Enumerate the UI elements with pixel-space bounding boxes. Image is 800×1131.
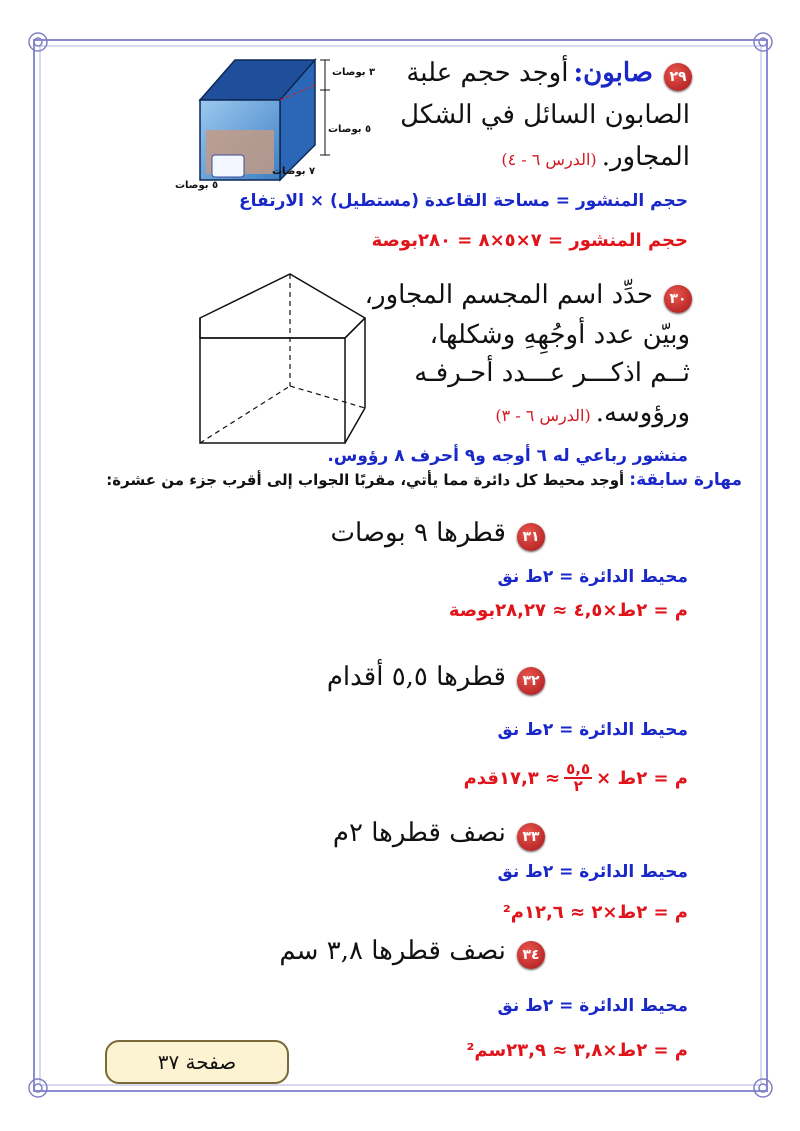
q30-line4 — [495, 398, 690, 428]
skill-line — [106, 470, 742, 490]
q29-lesson-ref: (الدرس ٦ - ٤) — [501, 150, 597, 169]
q34-text: نصف قطرها ٣,٨ سم — [279, 936, 506, 966]
q32-frac-den: ٢ — [573, 777, 583, 795]
q32-frac-num: ٥,٥ — [566, 760, 591, 778]
q30-text1: حدِّد اسم المجسم المجاور، — [364, 280, 653, 310]
q29-label: صابون: — [573, 58, 653, 88]
dim-base-label: ٥ بوصات — [175, 180, 219, 191]
q29-number-badge: ٢٩ — [664, 63, 692, 91]
q32-answer-post: ≈ ١٧,٣قدم — [463, 767, 561, 789]
q34-number-badge: ٣٤ — [517, 941, 545, 969]
skill-text: أوجد محيط كل دائرة مما يأتي، مقربًا الجواب إلى أقرب جزء من عشرة: — [106, 471, 625, 489]
q30-line1 — [365, 280, 692, 313]
q32-answer-pre: م = ٢ط × — [596, 767, 688, 789]
q29-text3: المجاور. — [601, 142, 690, 172]
q32-answer — [464, 762, 688, 794]
q30-answer: منشور رباعي له ٦ أوجه و٩ أحرف ٨ رؤوس. — [327, 446, 688, 466]
q29-text2: الصابون السائل في الشكل — [400, 100, 690, 130]
q29-formula: حجم المنشور = مساحة القاعدة (مستطيل) × الارتفاع — [239, 191, 688, 211]
q32-fraction — [564, 762, 592, 794]
q32-line — [327, 662, 545, 695]
q33-text: نصف قطرها ٢م — [332, 818, 506, 848]
prism-figure — [190, 268, 390, 448]
q33-formula: محيط الدائرة = ٢ط نق — [497, 862, 688, 882]
q34-answer: م = ٢ط×٣,٨ ≈ ٢٣,٩سم² — [466, 1040, 688, 1061]
q31-line — [331, 518, 545, 551]
q31-number-badge: ٣١ — [517, 523, 545, 551]
q29-answer: حجم المنشور = ٧×٥×٨ = ٢٨٠بوصة — [371, 230, 688, 251]
q30-text3: ثــم اذكـــر عـــدد أحـرفـه — [414, 358, 690, 388]
q29-line1 — [406, 58, 692, 91]
dim-bottom-label: ٧ بوصات — [272, 166, 316, 177]
q32-number-badge: ٣٢ — [517, 667, 545, 695]
q30-text4: ورؤوسه. — [595, 398, 690, 428]
q33-answer: م = ٢ط×٢ ≈ ١٢,٦م² — [502, 902, 688, 923]
q30-number-badge: ٣٠ — [664, 285, 692, 313]
q33-line — [333, 818, 545, 851]
q32-formula: محيط الدائرة = ٢ط نق — [497, 720, 688, 740]
q34-formula: محيط الدائرة = ٢ط نق — [497, 996, 688, 1016]
q33-number-badge: ٣٣ — [517, 823, 545, 851]
skill-label: مهارة سابقة: — [629, 470, 742, 490]
q30-text2: وبيّن عدد أوجُهِهِ وشكلها، — [429, 320, 690, 350]
page-number-box: صفحة ٣٧ — [105, 1040, 289, 1084]
q29-text1: أوجد حجم علبة — [406, 58, 569, 88]
q32-text: قطرها ٥,٥ أقدام — [326, 662, 506, 692]
q31-answer: م = ٢ط×٤,٥ ≈ ٢٨,٢٧بوصة — [448, 600, 688, 621]
q31-formula: محيط الدائرة = ٢ط نق — [497, 567, 688, 587]
q31-text: قطرها ٩ بوصات — [330, 518, 506, 548]
q29-line3 — [501, 142, 690, 172]
q30-lesson-ref: (الدرس ٦ - ٣) — [495, 406, 591, 425]
q34-line — [279, 936, 545, 969]
dim-side-label: ٥ بوصات — [328, 124, 372, 135]
dim-top-label: ٣ بوصات — [332, 67, 376, 78]
